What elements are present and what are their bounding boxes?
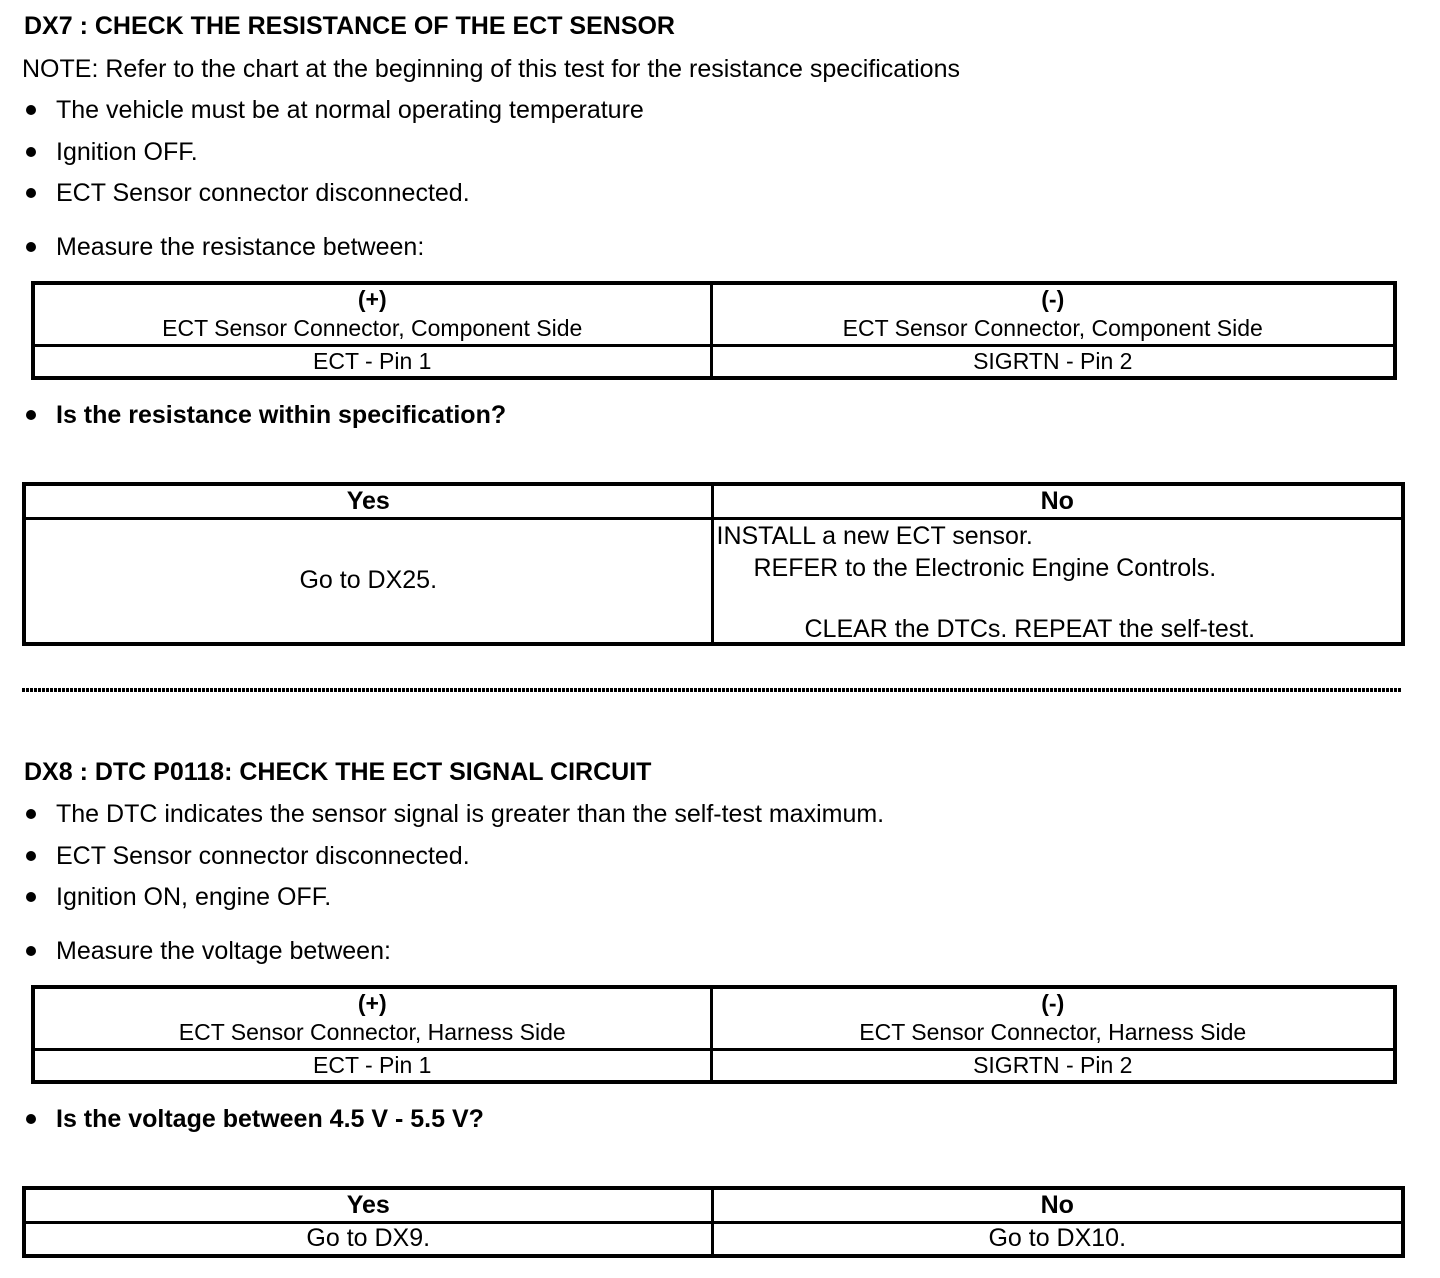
dx7-no-header: No xyxy=(712,484,1403,518)
bullet-dot-icon xyxy=(26,410,36,420)
dx7-plus-pin: ECT - Pin 1 xyxy=(33,345,711,378)
dx8-result-table xyxy=(22,1186,1405,1258)
bullet-dot-icon xyxy=(26,188,36,198)
bullet-dot-icon xyxy=(26,946,36,956)
dx8-minus-pin: SIGRTN - Pin 2 xyxy=(711,1049,1395,1082)
bullet-dot-icon xyxy=(26,809,36,819)
dx8-no-header: No xyxy=(712,1188,1403,1222)
dx7-bullet-1-text: The vehicle must be at normal operating temperature xyxy=(56,96,644,124)
bullet-dot-icon xyxy=(26,851,36,861)
dx7-minus-header-cell xyxy=(711,283,1395,345)
dx8-bullet-4-text: Measure the voltage between: xyxy=(56,937,391,965)
dx8-bullet-1-text: The DTC indicates the sensor signal is greater than the self-test maximum. xyxy=(56,800,885,828)
dx7-bullet-3-text: ECT Sensor connector disconnected. xyxy=(56,179,470,207)
dx7-heading: DX7 : CHECK THE RESISTANCE OF THE ECT SENSOR xyxy=(24,12,675,40)
bullet-dot-icon xyxy=(26,242,36,252)
dx8-measure-table xyxy=(31,985,1397,1084)
dx7-minus-pin: SIGRTN - Pin 2 xyxy=(711,345,1395,378)
dx7-question-text: Is the resistance within specification? xyxy=(56,401,507,429)
dx7-yes-action: Go to DX25. xyxy=(24,518,712,644)
dx7-no-action-cell xyxy=(712,518,1403,644)
dx8-bullet-3-text: Ignition ON, engine OFF. xyxy=(56,883,332,911)
dx8-plus-pin: ECT - Pin 1 xyxy=(33,1049,711,1082)
dx8-minus-label: ECT Sensor Connector, Harness Side xyxy=(859,1019,1247,1046)
dx8-plus-symbol: (+) xyxy=(357,990,387,1017)
dx7-plus-label: ECT Sensor Connector, Component Side xyxy=(162,315,583,342)
dx8-minus-symbol: (-) xyxy=(1041,990,1065,1017)
dx7-bullet-2-text: Ignition OFF. xyxy=(56,138,198,166)
dx8-plus-label: ECT Sensor Connector, Harness Side xyxy=(178,1019,566,1046)
dx7-no-line-3: CLEAR the DTCs. REPEAT the self-test. xyxy=(804,614,1256,643)
dx7-minus-label: ECT Sensor Connector, Component Side xyxy=(842,315,1263,342)
dx8-bullet-2-text: ECT Sensor connector disconnected. xyxy=(56,842,470,870)
dx8-yes-action: Go to DX9. xyxy=(24,1222,712,1256)
bullet-dot-icon xyxy=(26,892,36,902)
dx7-plus-symbol: (+) xyxy=(357,286,387,313)
dx8-question-text: Is the voltage between 4.5 V - 5.5 V? xyxy=(56,1105,484,1133)
dx7-minus-symbol: (-) xyxy=(1041,286,1065,313)
section-divider xyxy=(22,688,1402,692)
dx7-bullet-4-text: Measure the resistance between: xyxy=(56,233,425,261)
dx7-no-line-1: INSTALL a new ECT sensor. xyxy=(716,521,1033,550)
bullet-dot-icon xyxy=(26,105,36,115)
dx7-result-table xyxy=(22,482,1405,646)
dx8-heading: DX8 : DTC P0118: CHECK THE ECT SIGNAL CIRCUIT xyxy=(24,758,652,786)
dx8-yes-header: Yes xyxy=(24,1188,712,1222)
dx7-no-line-2: REFER to the Electronic Engine Controls. xyxy=(753,553,1217,582)
dx7-measure-table xyxy=(31,281,1397,380)
dx8-no-action: Go to DX10. xyxy=(712,1222,1403,1256)
dx7-yes-header: Yes xyxy=(24,484,712,518)
dx7-note: NOTE: Refer to the chart at the beginning of this test for the resistance specifications xyxy=(22,55,960,83)
dx7-plus-header-cell xyxy=(33,283,711,345)
dx8-minus-header-cell xyxy=(711,987,1395,1049)
bullet-dot-icon xyxy=(26,1114,36,1124)
bullet-dot-icon xyxy=(26,147,36,157)
dx8-plus-header-cell xyxy=(33,987,711,1049)
